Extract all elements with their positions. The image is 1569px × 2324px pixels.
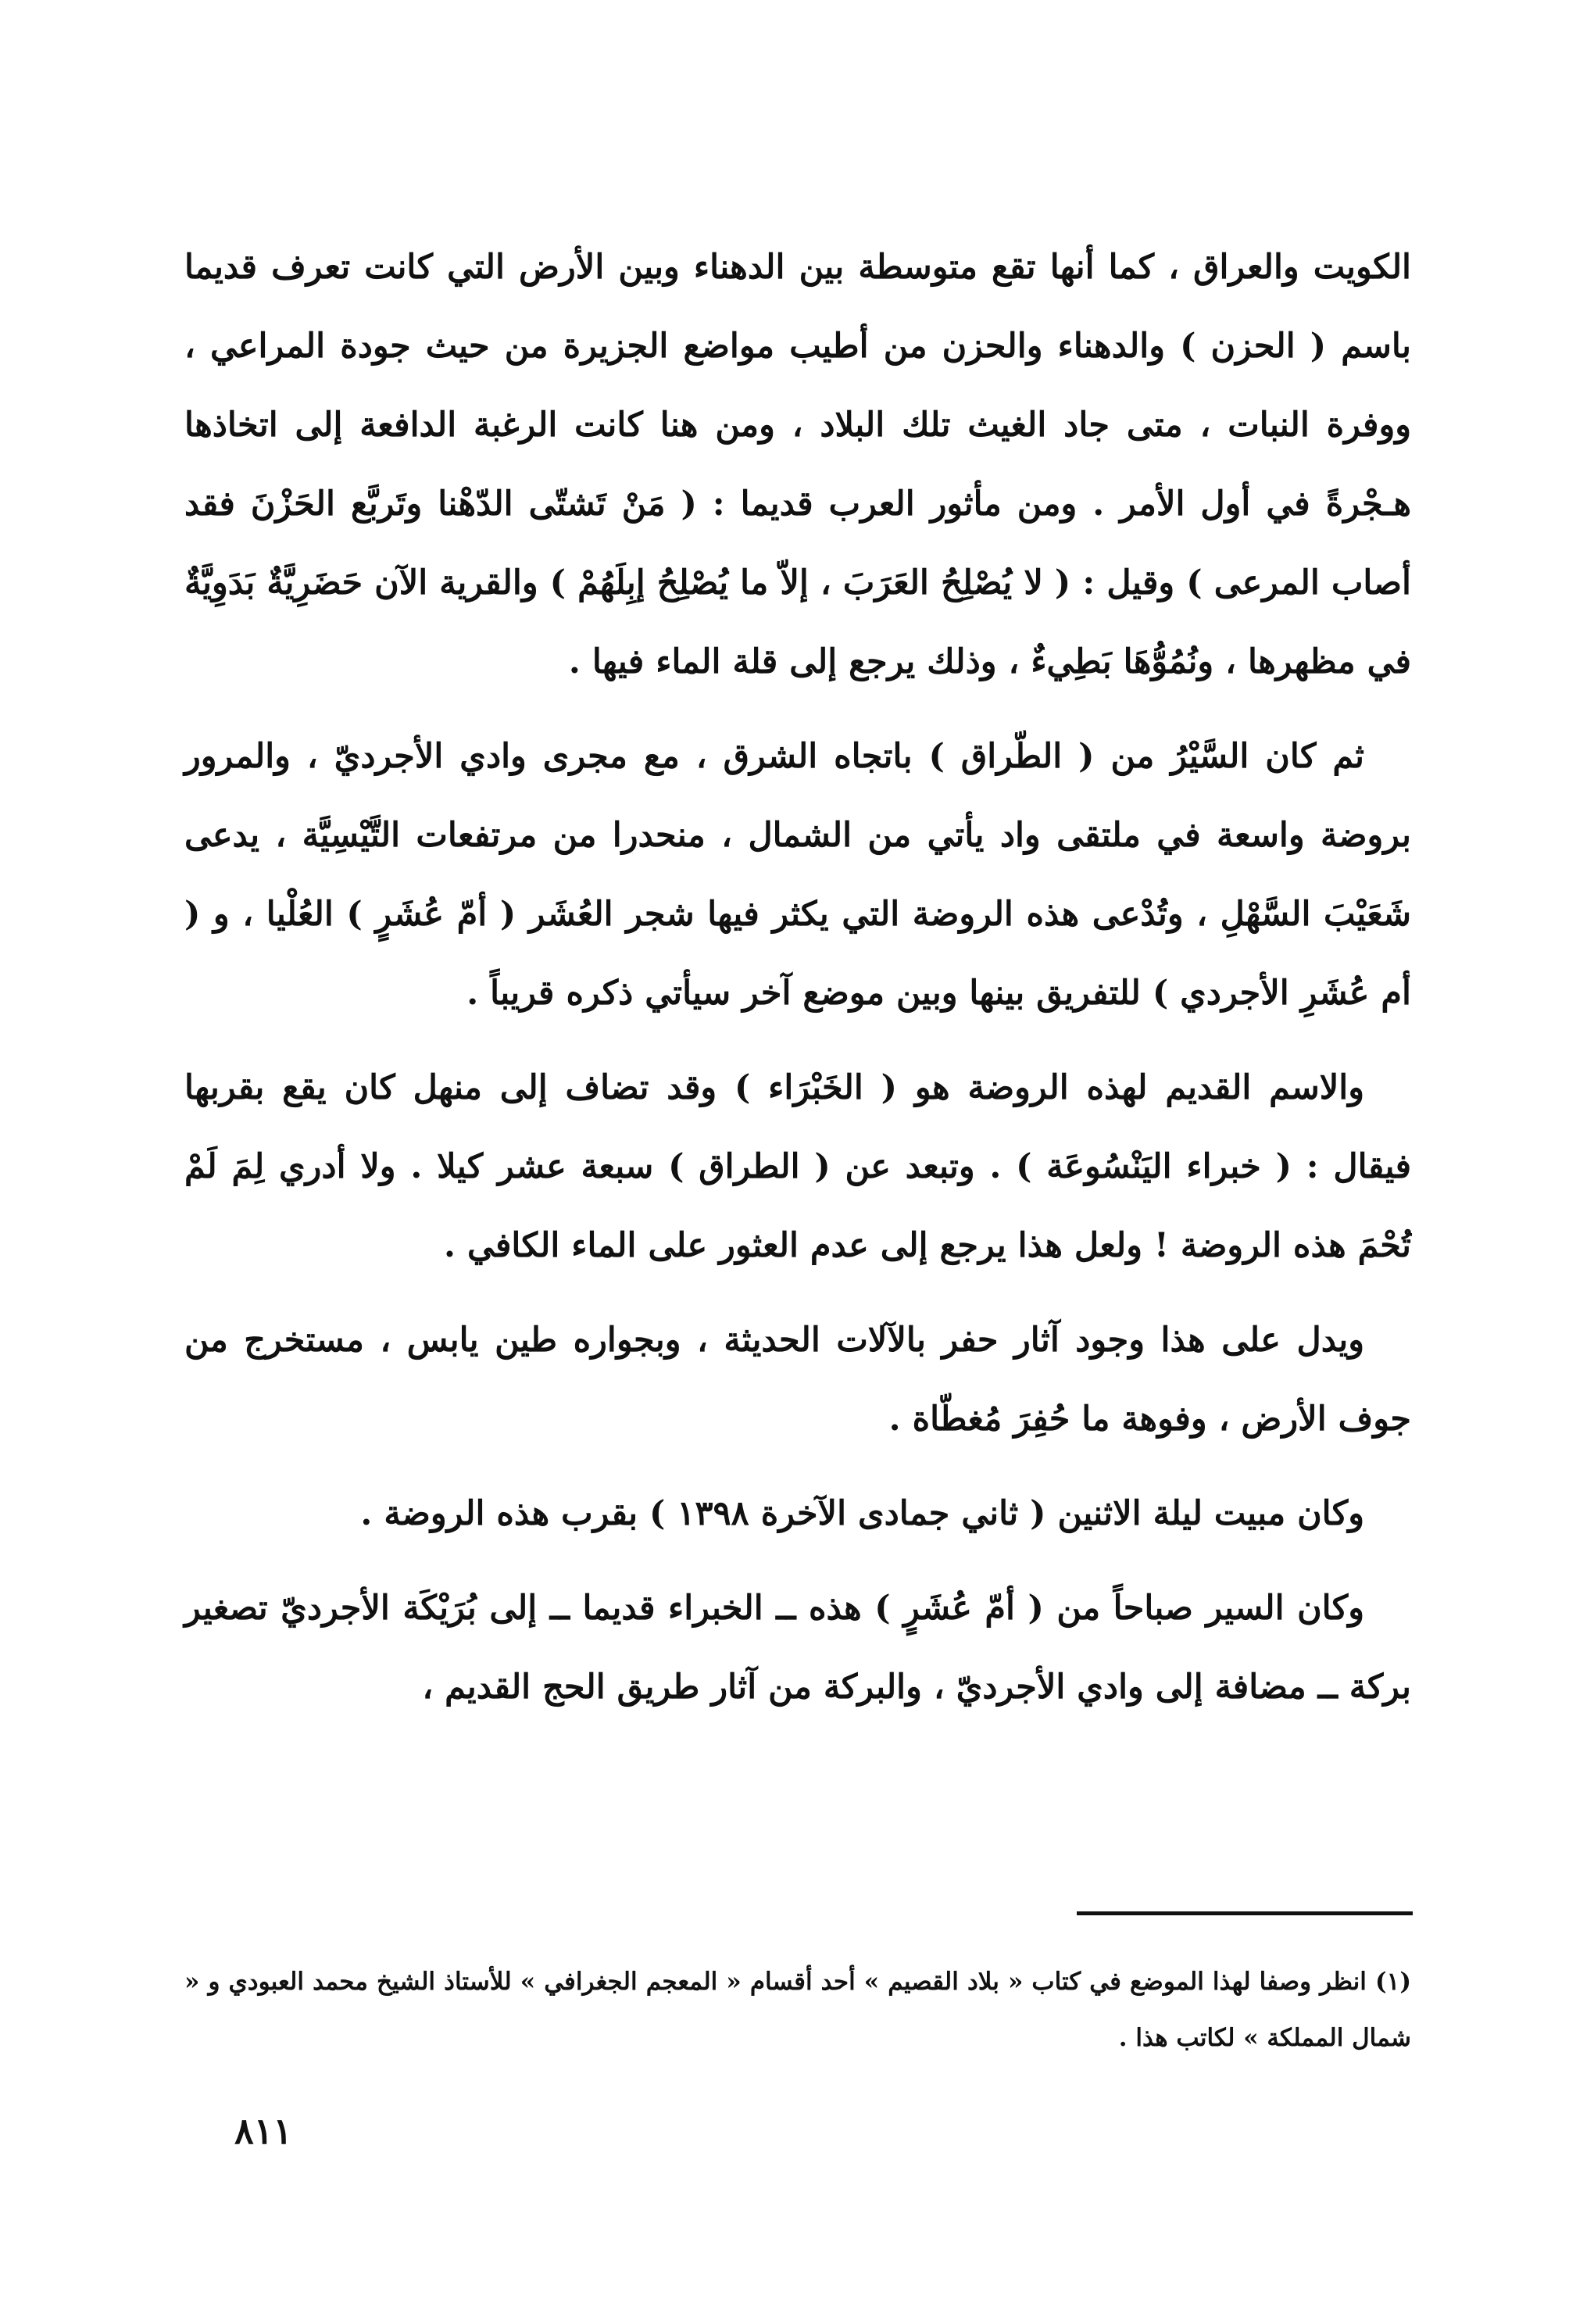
page-number: ٨١١ bbox=[234, 2110, 293, 2152]
paragraph-3: والاسم القديم لهذه الروضة هو ( الخَبْرَاء ) وقد تضاف إلى منهل كان يقع بقربها فيقال : ( خبراء اليَنْسُوعَة ) . وتبعد عن ( الطراق ) سبعة عشر كيلا . ولا أدري لِمَ لَمْ تُحْمَ هذه الروضة ! ولعل هذا يرجع إلى عدم العثور على الماء الكافي . bbox=[184, 1068, 1411, 1265]
paragraph-4: ويدل على هذا وجود آثار حفر بالآلات الحديثة ، وبجواره طين يابس ، مستخرج من جوف الأرض ، وفوهة ما حُفِرَ مُغطّاة . bbox=[184, 1321, 1411, 1439]
paragraph-2: ثم كان السَّيْرُ من ( الطّراق ) باتجاه الشرق ، مع مجرى وادي الأجرديّ ، والمرور بروضة واسعة في ملتقى واد يأتي من الشمال ، منحدرا من مرتفعات التَّيْسِيَّة ، يدعى شَعَيْبَ السَّهْلِ ، وتُدْعى هذه الروضة التي يكثر فيها شجر العُشَر ( أمّ عُشَرٍ ) العُلْيا ، و ( أم عُشَرِ الأجردي ) للتفريق بينها وبين موضع آخر سيأتي ذكره قريباً . bbox=[184, 737, 1411, 1013]
paragraph-1: الكويت والعراق ، كما أنها تقع متوسطة بين الدهناء وبين الأرض التي كانت تعرف قديما باسم ( الحزن ) والدهناء والحزن من أطيب مواضع الجزيرة من حيث جودة المراعي ، ووفرة النبات ، متى جاد الغيث تلك البلاد ، ومن هنا كانت الرغبة الدافعة إلى اتخاذها هـجْرةً في أول الأمر . ومن مأثور العرب قديما : ( مَنْ تَشتّى الدّهْنا وتَربَّع الحَزْنَ فقد أصاب المرعى ) وقيل : ( لا يُصْلِحُ العَرَبَ ، إلاّ ما يُصْلِحُ إبِلَهُمْ ) والقرية الآن حَضَرِيَّةٌ بَدَوِيَّةٌ في مظهرها ، ونُمُوُّهَا بَطِيءٌ ، وذلك يرجع إلى قلة الماء فيها . bbox=[184, 248, 1411, 681]
paragraph-6: وكان السير صباحاً من ( أمّ عُشَرٍ ) هذه ــ الخبراء قديما ــ إلى بُرَيْكَة الأجرديّ تصغير بركة ــ مضافة إلى وادي الأجرديّ ، والبركة من آثار طريق الحج القديم ، bbox=[184, 1589, 1411, 1707]
footnote-divider bbox=[1077, 1911, 1413, 1915]
footnote: (١) انظر وصفا لهذا الموضع في كتاب « بلاد القصيم » أحد أقسام « المعجم الجغرافي » للأستاذ الشيخ محمد العبودي و « شمال المملكة » لكاتب هذا . bbox=[184, 1968, 1411, 2052]
main-text bbox=[184, 228, 1411, 1727]
paragraph-5: وكان مبيت ليلة الاثنين ( ثاني جمادى الآخرة ١٣٩٨ ) بقرب هذه الروضة . bbox=[360, 1494, 1364, 1533]
